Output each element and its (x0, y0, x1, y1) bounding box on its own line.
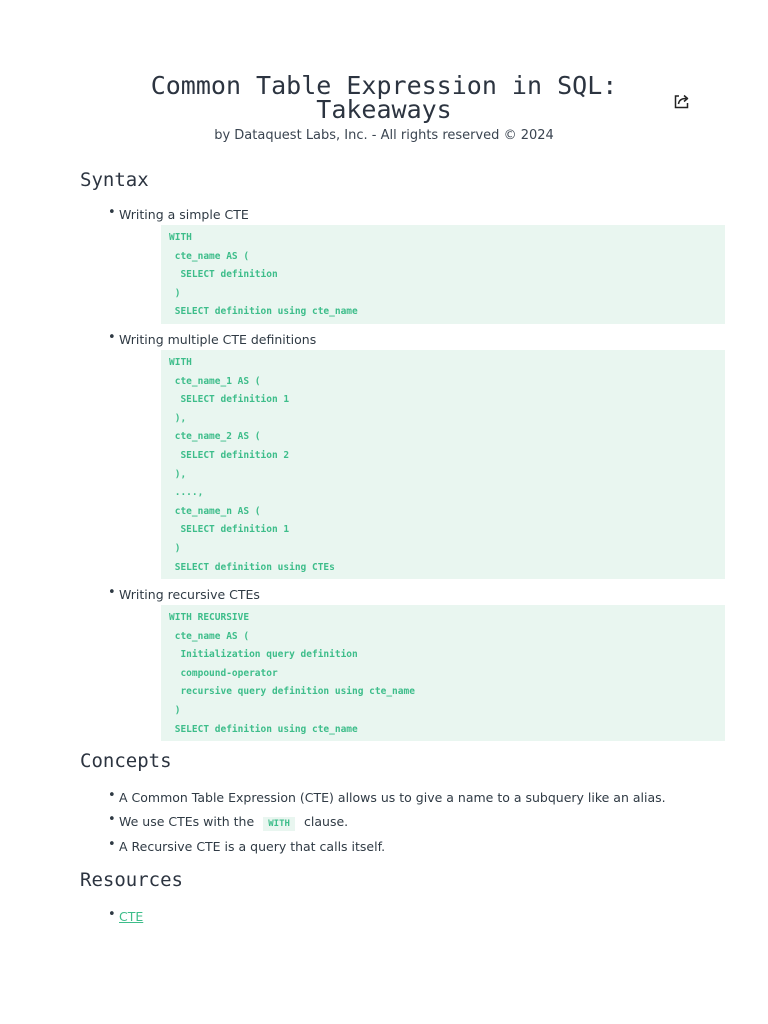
code-line: ) (169, 542, 181, 554)
bullet: • (108, 907, 116, 923)
header (0, 71, 768, 144)
list-item (80, 329, 686, 579)
code-block (161, 350, 725, 579)
bullet: • (108, 788, 116, 804)
code-line: SELECT definition 1 (169, 524, 290, 536)
code-line: WITH (169, 356, 192, 368)
code-line: cte_name_2 AS ( (169, 431, 261, 443)
resource-link-cte[interactable]: CTE (119, 909, 144, 925)
concepts-section (80, 749, 686, 856)
code-line: cte_name_n AS ( (169, 505, 261, 517)
code-line: ...., (169, 487, 204, 499)
share-icon[interactable] (672, 92, 692, 110)
list-item-text: A Recursive CTE is a query that calls itself. (119, 839, 386, 855)
bullet: • (108, 329, 116, 345)
concepts-heading: Concepts (80, 750, 172, 773)
list-item (80, 836, 686, 856)
bullet: • (108, 205, 116, 220)
list-item-text: Writing recursive CTEs (119, 587, 260, 603)
code-block (161, 605, 725, 741)
list-item (80, 584, 686, 741)
code-line: WITH (169, 232, 192, 243)
code-line: SELECT definition using CTEs (169, 561, 335, 573)
list-item (80, 787, 686, 807)
syntax-heading: Syntax (80, 169, 149, 191)
code-line: SELECT definition using cte_name (169, 306, 358, 318)
code-line: cte_name_1 AS ( (169, 375, 261, 387)
code-line: SELECT definition 1 (169, 394, 290, 406)
code-line: SELECT definition (169, 269, 278, 281)
list-item-text: A Common Table Expression (CTE) allows us to give a name to a subquery like an alias. (119, 790, 666, 806)
code-line: ) (169, 287, 181, 299)
bullet: • (108, 812, 116, 828)
code-line: compound-operator (169, 667, 278, 679)
list-item-text: We use CTEs with the (119, 814, 255, 830)
list-item (80, 204, 686, 324)
resources-list (80, 906, 686, 926)
code-block (161, 225, 725, 324)
code-line: ) (169, 705, 181, 717)
code-line: ), (169, 468, 187, 480)
bullet: • (108, 585, 116, 601)
code-line: ), (169, 412, 187, 424)
content (80, 168, 686, 926)
list-item (80, 811, 686, 831)
concepts-list (80, 787, 686, 856)
code-line: cte_name AS ( (169, 630, 250, 642)
code-line: cte_name AS ( (169, 250, 250, 262)
list-item-text: Writing a simple CTE (119, 207, 249, 222)
code-line: Initialization query definition (169, 649, 358, 661)
syntax-list (80, 204, 686, 741)
code-line: SELECT definition using cte_name (169, 723, 358, 735)
inline-code: WITH (263, 817, 295, 831)
list-item (80, 906, 686, 926)
code-line: WITH RECURSIVE (169, 612, 250, 624)
list-item-text: clause. (304, 814, 349, 830)
resources-heading: Resources (80, 869, 183, 892)
resources-section (80, 868, 686, 926)
bullet: • (108, 837, 116, 853)
list-item-text: Writing multiple CTE definitions (119, 331, 317, 347)
page-subtitle: by Dataquest Labs, Inc. - All rights reserved © 2024 (214, 128, 554, 143)
code-line: recursive query definition using cte_name (169, 686, 415, 698)
page-title: Common Table Expression in SQL: Takeaways (150, 71, 618, 124)
syntax-section (80, 168, 686, 741)
code-line: SELECT definition 2 (169, 449, 290, 461)
